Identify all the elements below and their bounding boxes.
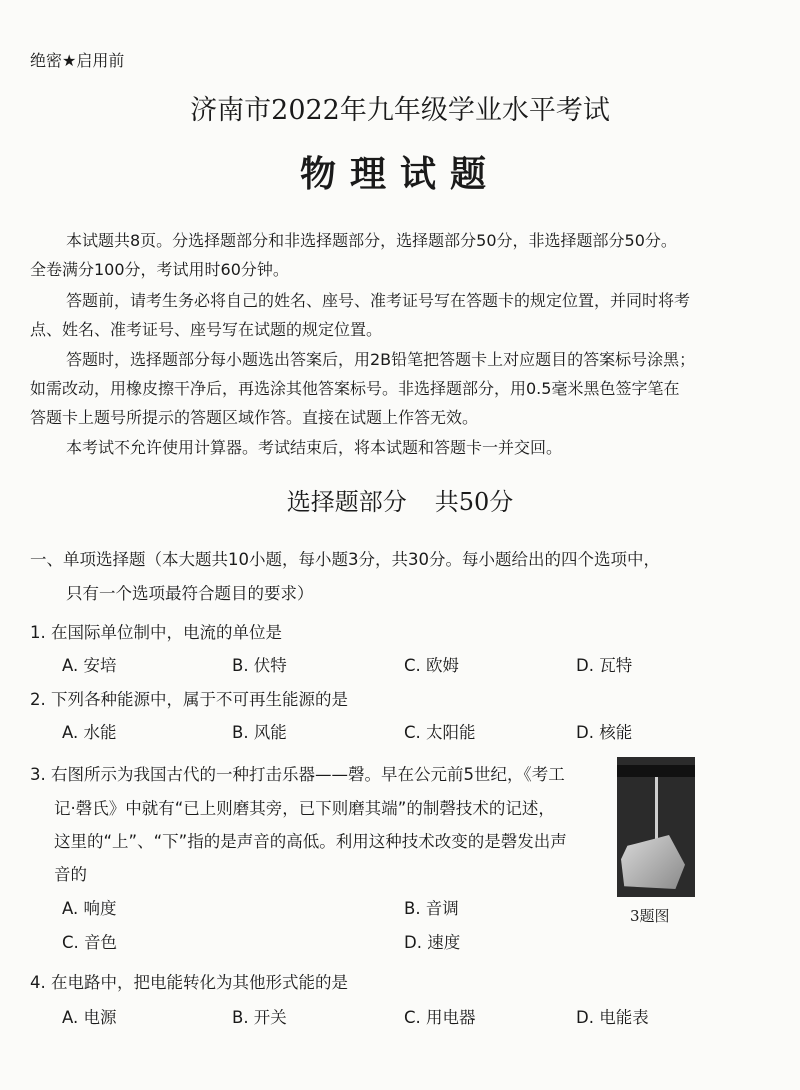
option-b: B. 开关 xyxy=(232,1008,287,1027)
option-c: C. 太阳能 xyxy=(404,723,476,742)
question-stem: 4. 在电路中，把电能转化为其他形式能的是 xyxy=(30,973,348,992)
instruction-line: 本考试不允许使用计算器。考试结束后，将本试题和答题卡一并交回。 xyxy=(66,438,563,457)
option-a: A. 安培 xyxy=(62,656,117,675)
confidential-label: 绝密★启用前 xyxy=(30,51,125,70)
exam-title: 济南市2022年九年级学业水平考试 xyxy=(190,95,610,126)
option-b: B. 伏特 xyxy=(232,656,287,675)
option-a: A. 电源 xyxy=(62,1008,117,1027)
subject-title: 物理试题 xyxy=(299,153,500,195)
question-stem: 这里的“上”、“下”指的是声音的高低。利用这种技术改变的是磬发出声 xyxy=(54,832,567,851)
figure-beam xyxy=(617,765,695,777)
question-stem: 记·磬氏》中就有“已上则磨其旁，已下则磨其端”的制磬技术的记述， xyxy=(54,799,555,818)
chime-stone-figure xyxy=(617,757,695,897)
part-one-heading: 一、单项选择题（本大题共10小题，每小题3分，共30分。每小题给出的四个选项中， xyxy=(30,550,660,569)
instruction-line: 点、姓名、准考证号、座号写在试题的规定位置。 xyxy=(30,320,383,339)
question-stem: 1. 在国际单位制中，电流的单位是 xyxy=(30,623,282,642)
instruction-line: 本试题共8页。分选择题部分和非选择题部分，选择题部分50分，非选择题部分50分。 xyxy=(66,231,677,250)
figure-rope xyxy=(655,777,658,839)
option-c: C. 音色 xyxy=(62,933,118,952)
question-stem: 2. 下列各种能源中，属于不可再生能源的是 xyxy=(30,690,348,709)
option-c: C. 欧姆 xyxy=(404,656,460,675)
option-a: A. 响度 xyxy=(62,899,117,918)
option-b: B. 风能 xyxy=(232,723,287,742)
option-d: D. 速度 xyxy=(404,933,461,952)
instruction-line: 如需改动，用橡皮擦干净后，再选涂其他答案标号。非选择题部分，用0.5毫米黑色签字笔在 xyxy=(30,379,680,398)
part-one-heading-cont: 只有一个选项最符合题目的要求） xyxy=(66,584,314,603)
instruction-line: 答题前，请考生务必将自己的姓名、座号、准考证号写在答题卡的规定位置，并同时将考 xyxy=(66,291,691,310)
option-d: D. 电能表 xyxy=(576,1008,649,1027)
figure-stone xyxy=(621,835,685,889)
section-name: 选择题部分 xyxy=(286,488,407,516)
instruction-line: 答题时，选择题部分每小题选出答案后，用2B铅笔把答题卡上对应题目的答案标号涂黑； xyxy=(66,350,696,369)
option-a: A. 水能 xyxy=(62,723,117,742)
instruction-line: 全卷满分100分，考试用时60分钟。 xyxy=(30,260,289,279)
figure-caption: 3题图 xyxy=(630,907,670,925)
option-d: D. 核能 xyxy=(576,723,633,742)
question-stem: 音的 xyxy=(54,865,87,884)
option-c: C. 用电器 xyxy=(404,1008,476,1027)
option-d: D. 瓦特 xyxy=(576,656,633,675)
section-score: 共50分 xyxy=(434,488,514,516)
instruction-line: 答题卡上题号所提示的答题区域作答。直接在试题上作答无效。 xyxy=(30,408,479,427)
section-title xyxy=(0,482,800,517)
option-b: B. 音调 xyxy=(404,899,459,918)
question-stem: 3. 右图所示为我国古代的一种打击乐器——磬。早在公元前5世纪，《考工 xyxy=(30,765,565,784)
